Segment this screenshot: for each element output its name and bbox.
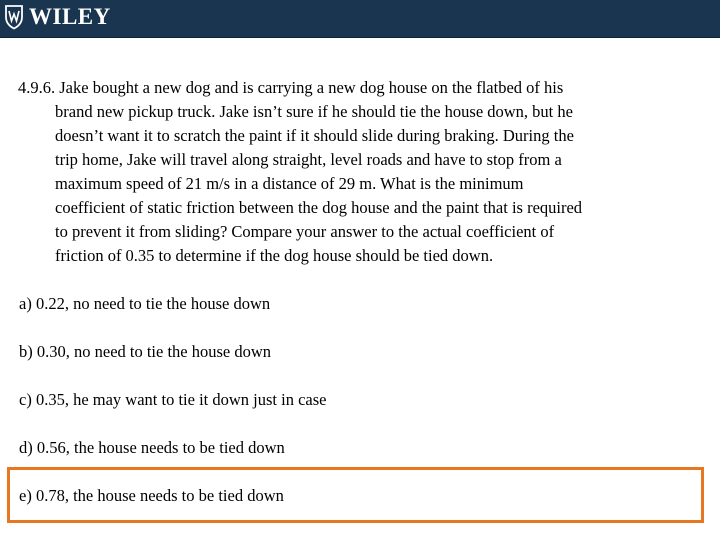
- question-line: maximum speed of 21 m/s in a distance of 29 m. What is the minimum: [55, 174, 524, 193]
- question-line: doesn’t want it to scratch the paint if it should slide during braking. During the: [55, 126, 574, 145]
- answer-option-c: c) 0.35, he may want to tie it down just in case: [19, 390, 327, 409]
- question-line: 4.9.6. Jake bought a new dog and is carrying a new dog house on the flatbed of his: [18, 78, 564, 97]
- question-line: friction of 0.35 to determine if the dog house should be tied down.: [55, 246, 494, 265]
- question-text: [18, 76, 708, 268]
- shield-crest-icon: [4, 4, 24, 30]
- answer-option-b: b) 0.30, no need to tie the house down: [19, 342, 272, 361]
- question-line: coefficient of static friction between the dog house and the paint that is required: [55, 198, 583, 217]
- wiley-logo: [4, 3, 111, 31]
- question-line: trip home, Jake will travel along straight, level roads and have to stop from a: [55, 150, 562, 169]
- correct-answer-highlight: [7, 467, 704, 523]
- answer-option-a: a) 0.22, no need to tie the house down: [19, 294, 271, 313]
- answer-option-e: e) 0.78, the house needs to be tied down: [19, 486, 284, 505]
- answer-option-d: d) 0.56, the house needs to be tied down: [19, 438, 285, 457]
- question-line: brand new pickup truck. Jake isn’t sure if he should tie the house down, but he: [55, 102, 573, 121]
- logo-text: WILEY: [29, 4, 111, 29]
- question-line: to prevent it from sliding? Compare your answer to the actual coefficient of: [55, 222, 555, 241]
- header-bar: [0, 0, 720, 38]
